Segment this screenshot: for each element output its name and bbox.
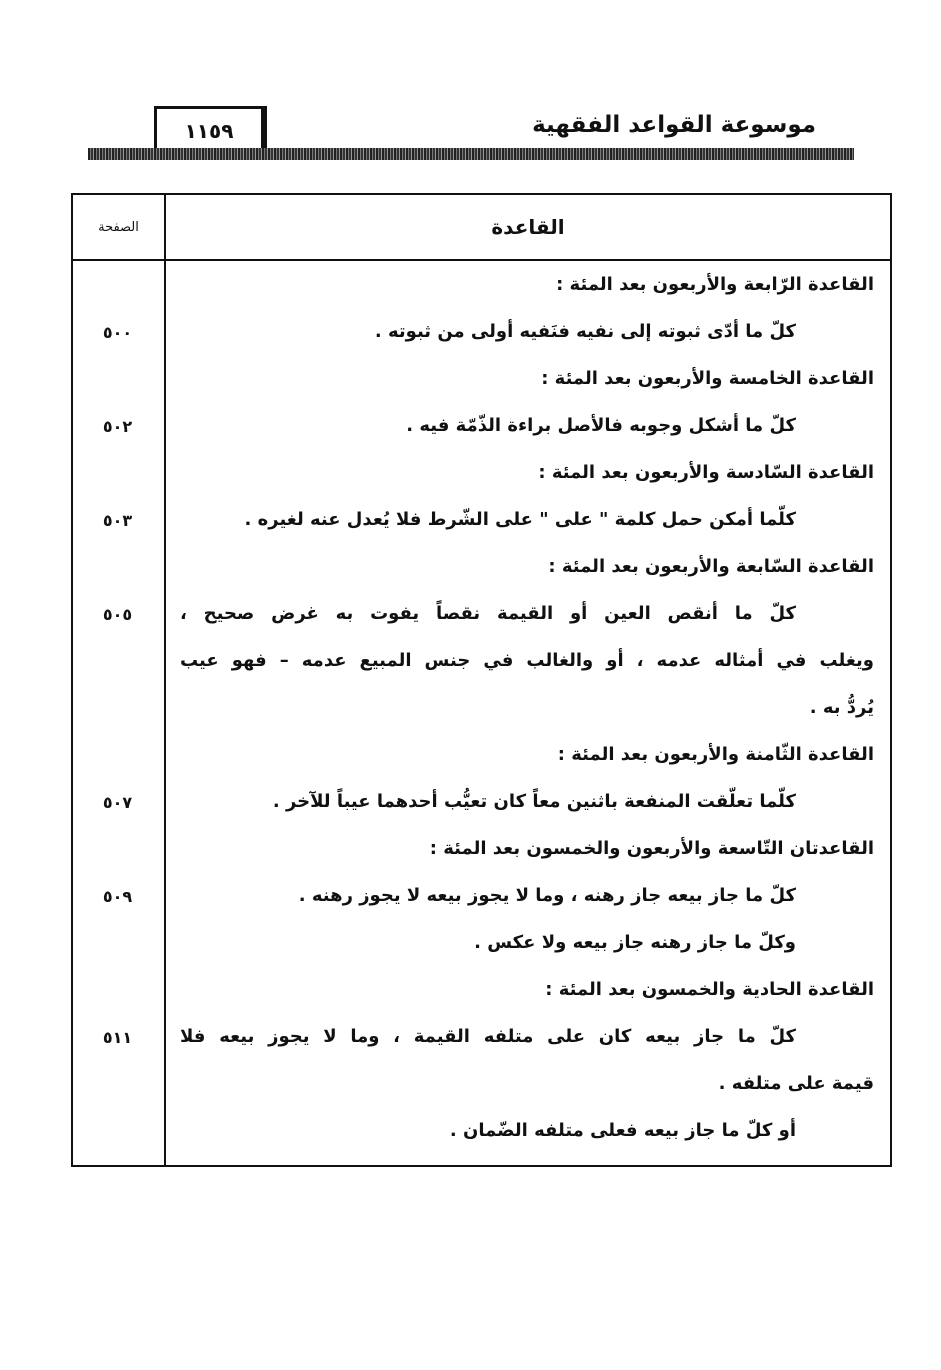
page-number: ١١٥٩: [184, 119, 234, 143]
rule-heading: القاعدتان التّاسعة والأربعون والخمسون بعد المئة :: [429, 838, 874, 859]
rule-text: كلّ ما جاز بيعه جاز رهنه ، وما لا يجوز بيعه لا يجوز رهنه .: [298, 885, 796, 906]
rule-text: كلّ ما جاز بيعه كان على متلفه القيمة ، وما لا يجوز بيعه فلا: [180, 1026, 796, 1047]
rule-text: ويغلب في أمثاله عدمه ، أو والغالب في جنس المبيع عدمه – فهو عيب: [180, 650, 874, 671]
rule-heading: القاعدة الرّابعة والأربعون بعد المئة :: [556, 274, 874, 295]
rule-text: كلّ ما أنقص العين أو القيمة نقصاً يفوت به غرض صحيح ،: [180, 603, 796, 624]
page-ref: ٥٠٥: [102, 605, 133, 624]
page-ref: ٥٠٩: [102, 887, 133, 906]
index-table: [71, 193, 892, 1167]
rule-text: أو كلّ ما جاز بيعه فعلى متلفه الضّمان .: [449, 1120, 796, 1141]
header-rule: [88, 148, 854, 160]
page-header: [88, 106, 854, 160]
page-ref: ٥٠٧: [102, 793, 133, 812]
page-ref: ٥١١: [102, 1028, 133, 1047]
rules-column: [165, 260, 891, 1166]
rule-text: كلّما تعلّقت المنفعة باثنين معاً كان تعيُّب أحدهما عيباً للآخر .: [272, 791, 796, 812]
rule-heading: القاعدة السّادسة والأربعون بعد المئة :: [538, 462, 874, 483]
rule-text: كلّما أمكن حمل كلمة " على " على الشّرط فلا يُعدل عنه لغيره .: [244, 509, 796, 530]
rule-heading: القاعدة الخامسة والأربعون بعد المئة :: [541, 368, 874, 389]
page-ref: ٥٠٢: [102, 417, 133, 436]
rule-text: كلّ ما أشكل وجوبه فالأصل براءة الذّمّة فيه .: [406, 415, 796, 436]
rule-text: قيمة على متلفه .: [718, 1073, 874, 1094]
rule-heading: القاعدة الحادية والخمسون بعد المئة :: [545, 979, 874, 1000]
rule-text: كلّ ما أدّى ثبوته إلى نفيه فنَفيه أولى من ثبوته .: [374, 321, 796, 342]
rule-heading: القاعدة السّابعة والأربعون بعد المئة :: [548, 556, 874, 577]
page-ref: ٥٠٣: [102, 511, 133, 530]
page-ref: ٥٠٠: [102, 323, 133, 342]
rule-heading: القاعدة الثّامنة والأربعون بعد المئة :: [557, 744, 874, 765]
rule-text: يُردُّ به .: [809, 697, 874, 718]
column-header-page: الصفحة: [72, 194, 165, 260]
pages-column: [72, 260, 165, 1166]
rule-text: وكلّ ما جاز رهنه جاز بيعه ولا عكس .: [474, 932, 796, 953]
book-title: موسوعة القواعد الفقهية: [532, 112, 816, 138]
column-header-rule: القاعدة: [165, 194, 891, 260]
